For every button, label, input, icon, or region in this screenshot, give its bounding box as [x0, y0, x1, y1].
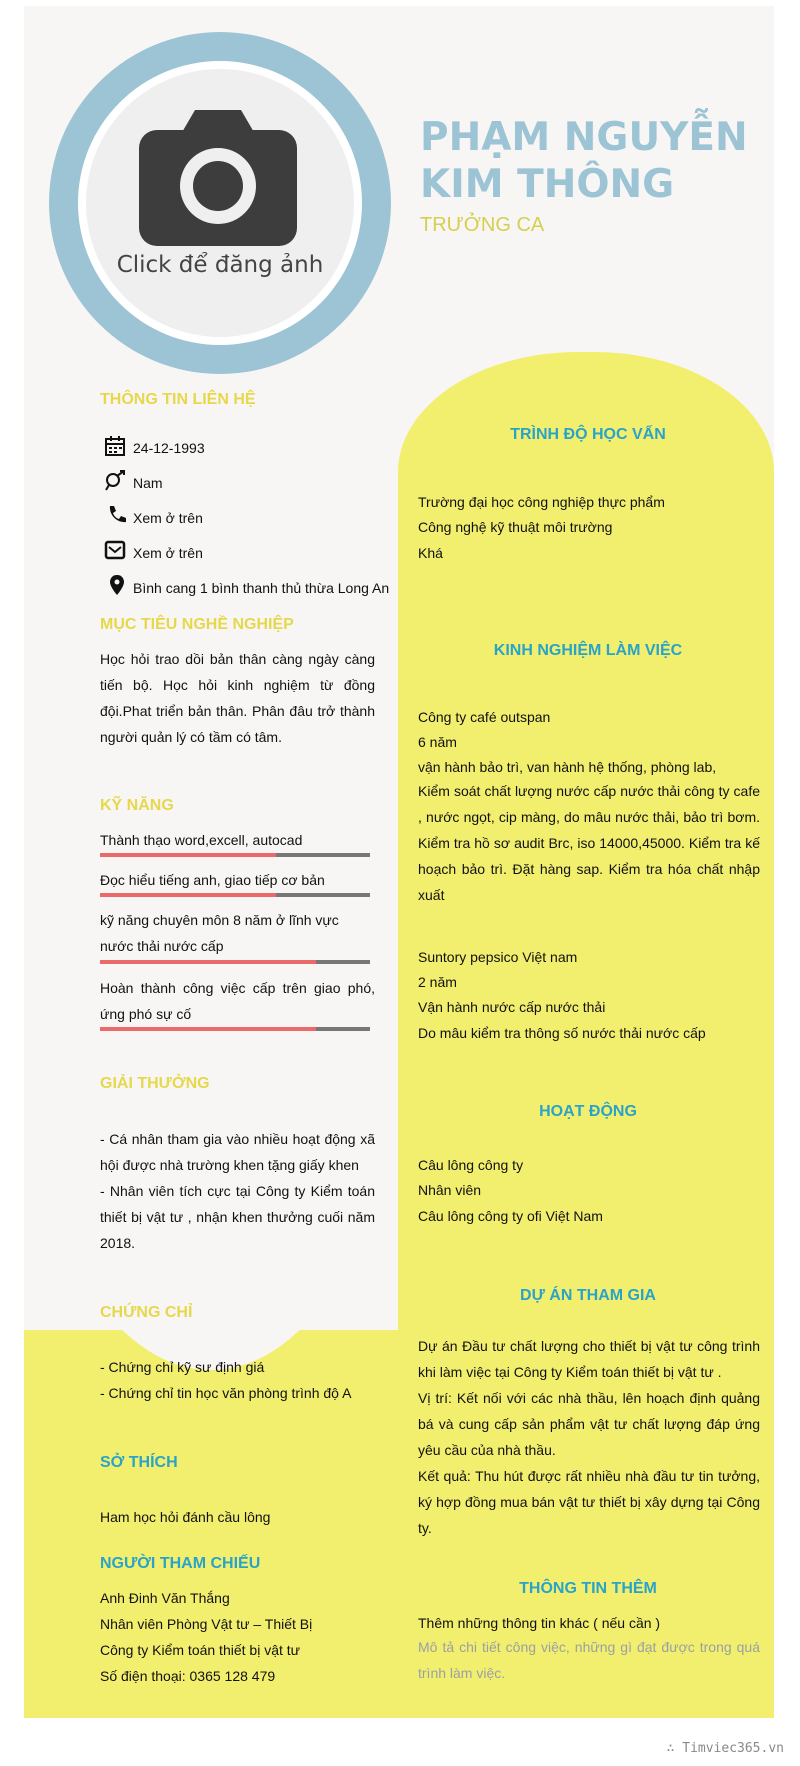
education-title: TRÌNH ĐỘ HỌC VẤN: [510, 426, 666, 443]
objective-title: MỤC TIÊU NGHỀ NGHIỆP: [100, 616, 294, 633]
job-duration: 6 năm: [418, 734, 457, 750]
hobbies-text: Ham học hỏi đánh cầu lông: [100, 1509, 271, 1525]
awards-text: - Cá nhân tham gia vào nhiều hoạt động xã hội được nhà trường khen tặng giấy khen - Nhân viên tích cực tại Công ty Kiểm toán thiết bị vật tư , nhận khen thưởng cuối năm 2018.: [100, 1131, 375, 1251]
contact-email: Xem ở trên: [133, 545, 203, 561]
skill-name: Đọc hiểu tiếng anh, giao tiếp cơ bản: [100, 872, 325, 888]
skill-bar: [100, 853, 370, 857]
job-role: Vận hành nước cấp nước thải: [418, 999, 606, 1015]
job-company: Suntory pepsico Việt nam: [418, 949, 578, 965]
contact-birthday: 24-12-1993: [133, 440, 205, 456]
candidate-position: TRƯỞNG CA: [420, 214, 545, 236]
reference-line: Anh Đinh Văn Thắng: [100, 1590, 230, 1606]
reference-line: Công ty Kiểm toán thiết bị vật tư: [100, 1642, 301, 1658]
objective-text: Học hỏi trao dồi bản thân càng ngày càng tiến bộ. Học hỏi kinh nghiệm từ đồng đội.Phat triển bản thân. Phân đâu trở thành người quản lý có tầm có tâm.: [100, 651, 375, 745]
skill-bar-fill: [100, 960, 316, 964]
extra-placeholder[interactable]: Mô tả chi tiết công việc, những gì đạt được trong quá trình làm việc.: [418, 1639, 760, 1681]
education-school: Trường đại học công nghiệp thực phẩm: [418, 494, 665, 510]
job-description: Do mâu kiểm tra thông số nước thải nước cấp: [418, 1025, 706, 1041]
contact-gender: Nam: [133, 475, 163, 491]
extra-title: THÔNG TIN THÊM: [519, 1580, 657, 1597]
camera-icon[interactable]: [139, 108, 297, 246]
skills-title: KỸ NĂNG: [100, 797, 174, 814]
contact-title: THÔNG TIN LIÊN HỆ: [100, 391, 256, 408]
photo-upload-label[interactable]: Click để đăng ảnh: [116, 252, 324, 278]
location-icon: [106, 574, 128, 596]
activity-item: Câu lông công ty: [418, 1157, 524, 1173]
projects-title: DỰ ÁN THAM GIA: [520, 1287, 656, 1304]
job-role: vận hành bảo trì, van hành hệ thống, phòng lab,: [418, 759, 717, 775]
education-grade: Khá: [418, 545, 443, 561]
reference-line: Số điện thoại: 0365 128 479: [100, 1668, 276, 1684]
activity-item: Câu lông công ty ofi Việt Nam: [418, 1208, 603, 1224]
job-duration: 2 năm: [418, 974, 457, 990]
activities-title: HOẠT ĐỘNG: [539, 1103, 637, 1120]
contact-address: Bình cang 1 bình thanh thủ thừa Long An: [133, 580, 390, 596]
projects-text: Dự án Đầu tư chất lượng cho thiết bị vật tư công trình khi làm việc tại Công ty Kiểm toán thiết bị vật tư . Vị trí: Kết nối với các nhà thầu, lên hoạch định quảng bá và cung cấp sản phẩm vật tư chất lượng đáp ứng yêu cầu của nhà thầu. Kết quả: Thu hút được rất nhiều nhà đầu tư tin tưởng, ký hợp đồng mua bán vật tư thiết bị xây dựng tại Công ty.: [418, 1338, 760, 1536]
phone-icon: [106, 504, 128, 526]
job-description: Kiểm soát chất lượng nước cấp nước thải công ty cafe , nước ngọt, cip màng, do mâu nước thải, bảo trì bơm. Kiểm tra hồ sơ audit Brc, iso 14000,45000. Kiểm tra kế hoạch bảo trì. Đặt hàng sap. Kiểm tra hóa chất nhập xuất: [418, 783, 760, 903]
skill-name: Hoàn thành công việc cấp trên giao phó, ứng phó sự cố: [100, 980, 375, 1022]
skill-name: kỹ năng chuyên môn 8 năm ở lĩnh vực nước thải nước cấp: [100, 912, 339, 954]
skill-name: Thành thạo word,excell, autocad: [100, 832, 303, 848]
hobbies-title: SỞ THÍCH: [100, 1454, 178, 1471]
activity-item: Nhân viên: [418, 1182, 482, 1198]
email-icon: [104, 539, 126, 561]
certificate-item: - Chứng chỉ tin học văn phòng trình độ A: [100, 1385, 352, 1401]
contact-phone: Xem ở trên: [133, 510, 203, 526]
job-company: Công ty café outspan: [418, 709, 551, 725]
gender-icon: [104, 470, 126, 492]
experience-title: KINH NGHIỆM LÀM VIỆC: [493, 642, 683, 659]
education-major: Công nghệ kỹ thuật môi trường: [418, 519, 613, 535]
skill-bar-fill: [100, 853, 276, 857]
reference-line: Nhân viên Phòng Vật tư – Thiết Bị: [100, 1616, 313, 1632]
skill-bar-fill: [100, 1027, 316, 1031]
skill-bar: [100, 1027, 370, 1031]
skill-bar: [100, 960, 370, 964]
calendar-icon: [104, 435, 126, 457]
skill-bar-fill: [100, 893, 276, 897]
references-title: NGƯỜI THAM CHIẾU: [100, 1555, 261, 1572]
awards-title: GIẢI THƯỞNG: [100, 1075, 210, 1092]
watermark: ∴ Timviec365.vn: [666, 1741, 784, 1756]
certificate-item: - Chứng chỉ kỹ sư định giá: [100, 1359, 265, 1375]
extra-line: Thêm những thông tin khác ( nếu cần ): [418, 1615, 661, 1631]
candidate-name: PHẠM NGUYỄN KIM THÔNG: [420, 115, 748, 207]
skill-bar: [100, 893, 370, 897]
certificates-title: CHỨNG CHỈ: [100, 1304, 193, 1321]
